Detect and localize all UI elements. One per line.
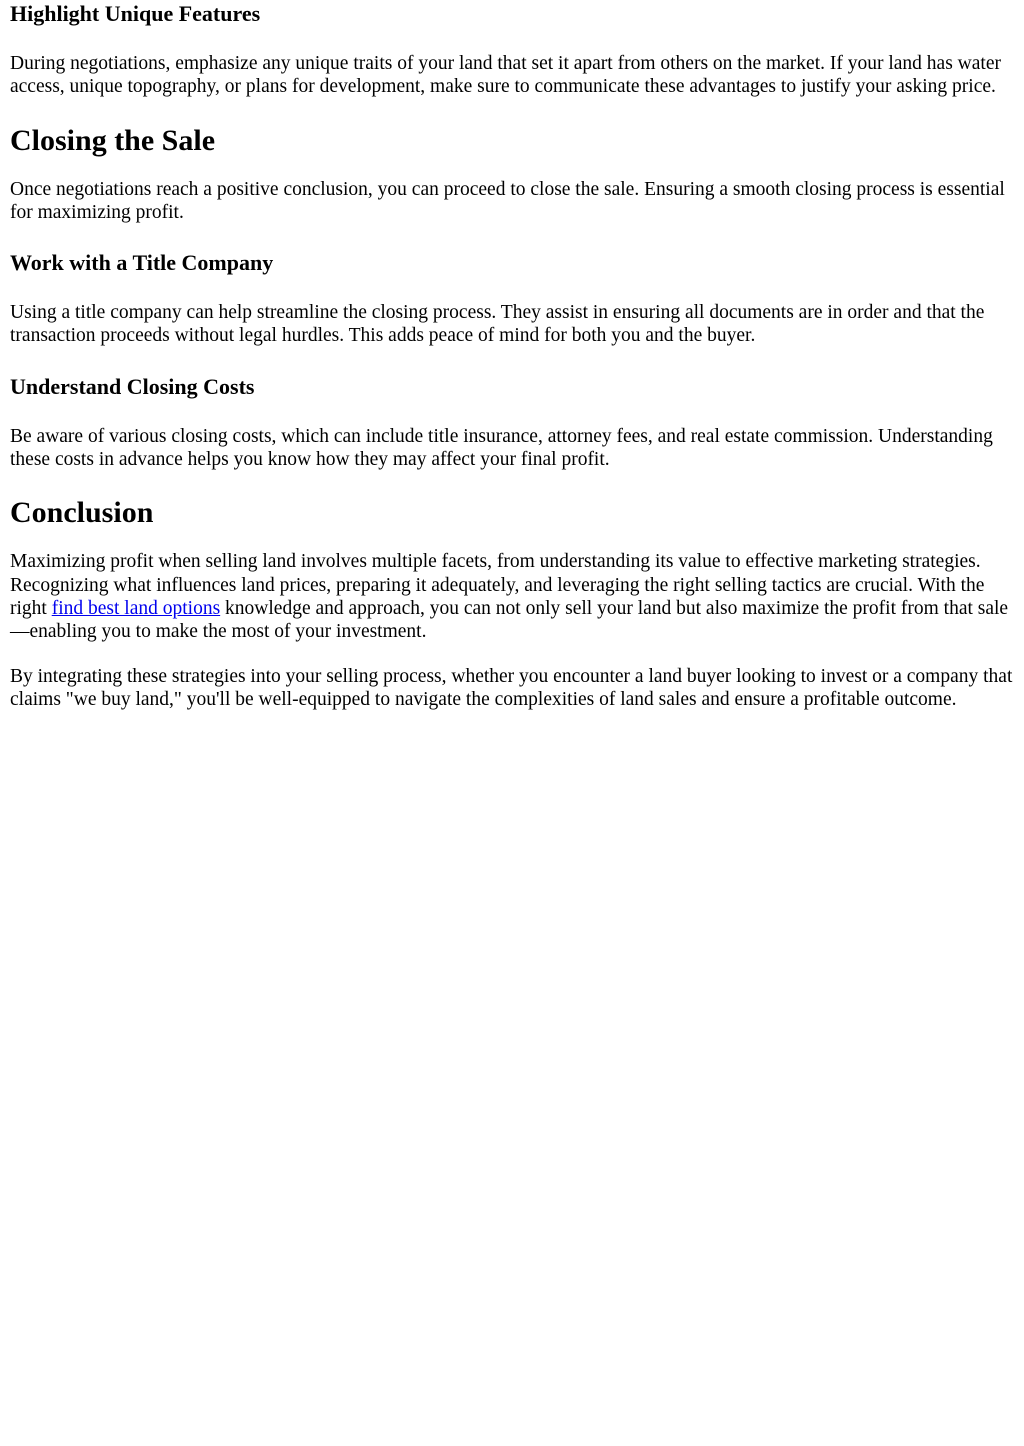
heading-title-company: Work with a Title Company	[10, 250, 274, 276]
heading-conclusion: Conclusion	[10, 496, 154, 530]
find-best-land-options-link[interactable]: find best land options	[51, 597, 221, 619]
paragraph-closing-costs: Be aware of various closing costs, which can include title insurance, attorney fees, and real estate commission. Understanding these costs in advance helps you know how they may affect your final profit.	[10, 425, 993, 471]
heading-closing-costs: Understand Closing Costs	[10, 373, 255, 399]
paragraph-closing-sale: Once negotiations reach a positive conclusion, you can proceed to close the sale. Ensuring a smooth closing process is essential for maximizing profit.	[10, 178, 1005, 223]
conclusion-text-after-link: knowledge and approach, you can not only sell your land but also maximize the profit from that sale—enabling you to make the most of your investment.	[10, 597, 1009, 643]
paragraph-final: By integrating these strategies into your selling process, whether you encounter a land buyer looking to invest or a company that claims "we buy land," you'll be well-equipped to navigate the complexities of land sales and ensure a profitable outcome.	[10, 665, 1013, 710]
heading-unique-features: Highlight Unique Features	[10, 1, 261, 26]
heading-closing-sale: Closing the Sale	[10, 123, 216, 157]
conclusion-text-before-link: Maximizing profit when selling land involves multiple facets, from understanding its value to effective marketing strategies. Recognizing what influences land prices, preparing it adequately, and leveraging the right selling tactics are crucial. With the right	[10, 551, 985, 619]
paragraph-unique-features: During negotiations, emphasize any unique traits of your land that set it apart from others on the market. If your land has water access, unique topography, or plans for development, make sure to communicate these advantages to justify your asking price.	[10, 53, 1001, 98]
article-body	[0, 0, 1024, 711]
paragraph-conclusion	[10, 550, 1014, 643]
paragraph-title-company: Using a title company can help streamline the closing process. They assist in ensuring all documents are in order and that the transaction proceeds without legal hurdles. This adds peace of mind for both you and the buyer.	[10, 302, 985, 347]
